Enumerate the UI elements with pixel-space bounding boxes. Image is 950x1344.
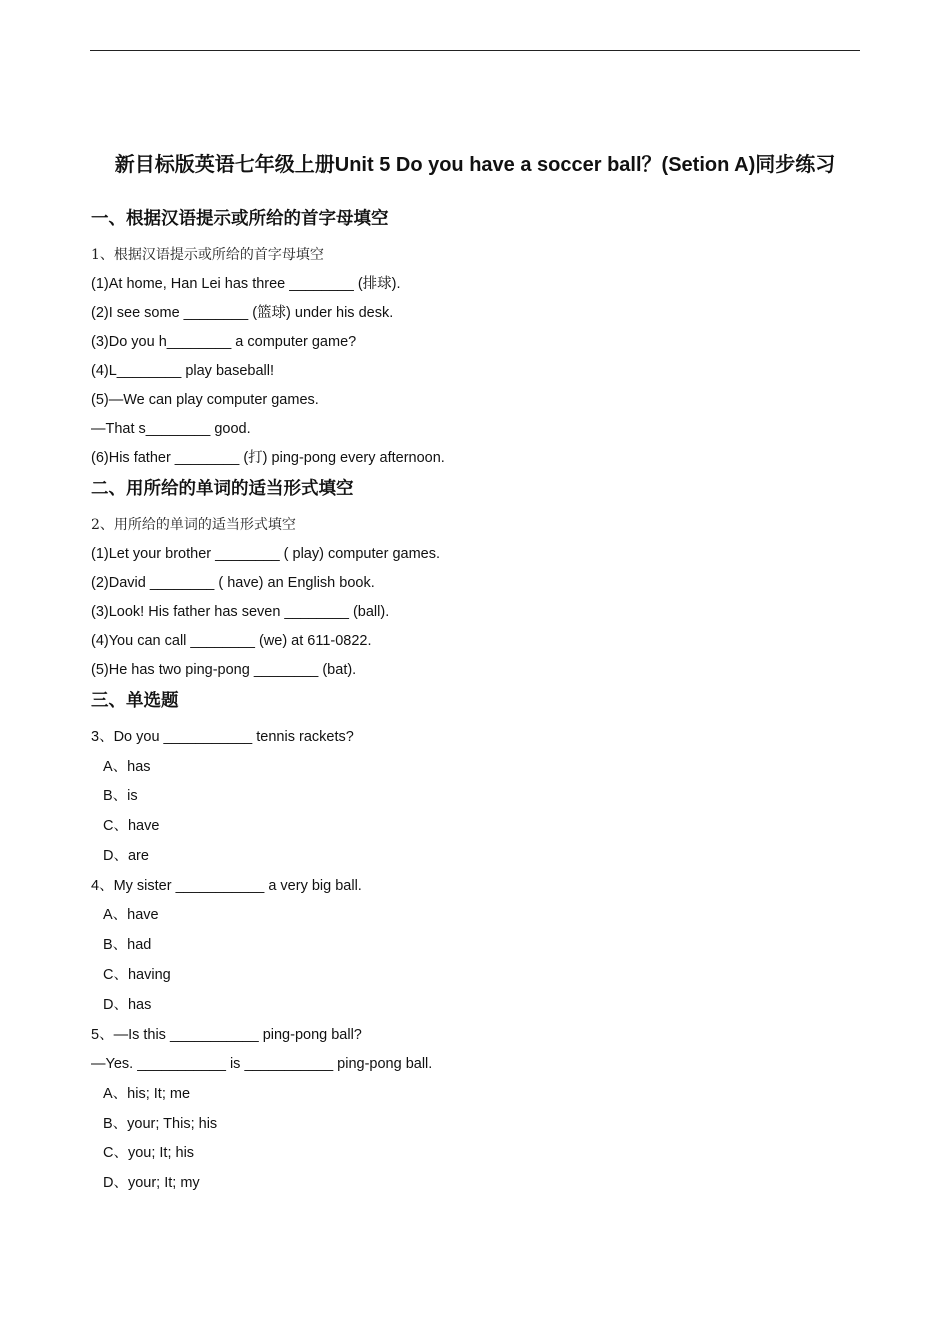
option-b: B、is	[103, 788, 138, 805]
question-line: —That s________ good.	[91, 421, 251, 437]
question-intro: 2、用所给的单词的适当形式填空	[91, 517, 296, 533]
option-d: D、are	[103, 847, 149, 864]
mcq-question-5	[91, 1021, 871, 1199]
question-line: (1)Let your brother ________ ( play) computer games.	[91, 546, 440, 562]
question-stem: 5、—Is this ___________ ping-pong ball?	[91, 1026, 362, 1043]
header-rule	[90, 50, 860, 51]
option-d: D、has	[103, 996, 152, 1013]
option-c: C、have	[103, 818, 160, 835]
question-line: (5)He has two ping-pong ________ (bat).	[91, 662, 357, 678]
option-a: A、his; It; me	[103, 1085, 191, 1102]
section-heading: 二、用所给的单词的适当形式填空	[91, 478, 354, 498]
option-d: D、your; It; my	[103, 1175, 200, 1192]
question-line: (1)At home, Han Lei has three ________ (排球).	[91, 276, 401, 292]
question-line: (3)Do you h________ a computer game?	[91, 334, 357, 350]
question-line: (4)You can call ________ (we) at 611-0822.	[91, 633, 372, 649]
option-b: B、your; This; his	[103, 1115, 218, 1132]
question-line: (5)—We can play computer games.	[91, 392, 319, 408]
section-multiple-choice	[91, 685, 871, 1199]
option-b: B、had	[103, 937, 152, 954]
option-c: C、having	[103, 966, 171, 983]
section-heading: 三、单选题	[91, 690, 179, 710]
option-c: C、you; It; his	[103, 1145, 195, 1162]
question-line: (6)His father ________ (打) ping-pong every afternoon.	[91, 450, 445, 466]
mcq-question-3	[91, 723, 871, 872]
question-stem: 3、Do you ___________ tennis rackets?	[91, 729, 354, 745]
question-line: (4)L________ play baseball!	[91, 363, 274, 379]
question-line: (2)David ________ ( have) an English book.	[91, 575, 375, 591]
question-intro: 1、根据汉语提示或所给的首字母填空	[91, 247, 324, 263]
question-line: (2)I see some ________ (篮球) under his desk.	[91, 305, 394, 321]
question-stem-continued: —Yes. ___________ is ___________ ping-pong ball.	[91, 1056, 433, 1073]
section-fill-hints	[91, 203, 871, 473]
worksheet-body	[91, 203, 871, 1199]
question-stem: 4、My sister ___________ a very big ball.	[91, 877, 362, 894]
section-word-forms	[91, 473, 871, 685]
mcq-question-4	[91, 872, 871, 1021]
section-heading: 一、根据汉语提示或所给的首字母填空	[91, 208, 389, 228]
page-title: 新目标版英语七年级上册Unit 5 Do you have a soccer ball？(Setion A)同步练习	[114, 154, 836, 176]
question-line: (3)Look! His father has seven ________ (ball).	[91, 604, 390, 620]
option-a: A、has	[103, 758, 151, 775]
option-a: A、have	[103, 907, 159, 924]
